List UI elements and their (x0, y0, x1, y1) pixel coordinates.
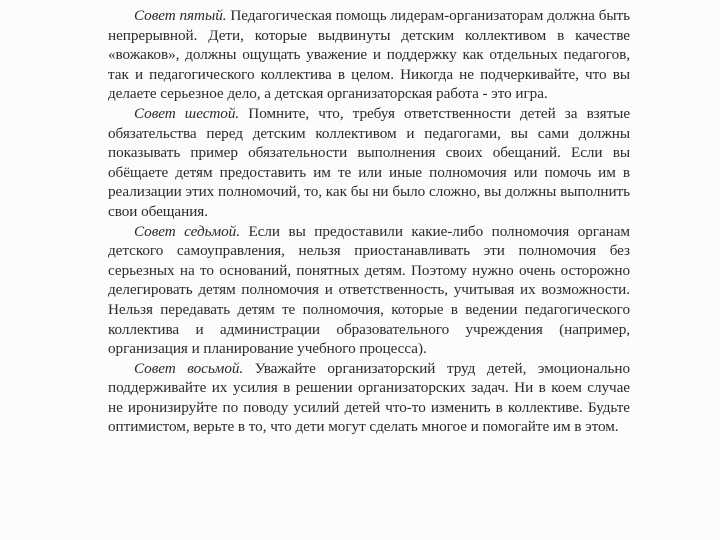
advice-heading: Совет восьмой. (134, 359, 244, 377)
advice-paragraph-8 (108, 359, 630, 437)
document-text-block (108, 6, 630, 437)
advice-paragraph-7 (108, 222, 630, 359)
advice-heading: Совет седьмой. (134, 222, 240, 240)
advice-paragraph-6 (108, 104, 630, 222)
advice-body: Если вы предоставили какие-либо полномочия органам детского самоуправления, нельзя приостанавливать эти полномочия без серьезных на то оснований, понятных детям. Поэтому нужно очень осторожно делегировать детям полномочия и ответственность, учитывая их возможности. Нельзя передавать детям те полномочия, которые в ведении педагогического коллектива и администрации образовательного учреждения (например, организация и планирование учебного процесса). (108, 222, 630, 358)
advice-paragraph-5 (108, 6, 630, 104)
advice-body: Уважайте организаторский труд детей, эмоционально поддерживайте их усилия в решении организаторских задач. Ни в коем случае не иронизируйте по поводу усилий детей что-то изменить в коллективе. Будьте оптимистом, верьте в то, что дети могут сделать многое и помогайте им в этом. (108, 359, 630, 436)
advice-heading: Совет шестой. (134, 104, 240, 122)
advice-body: Помните, что, требуя ответственности детей за взятые обязательства перед детским коллективом и педагогами, вы сами должны показывать пример обязательности выполнения своих обещаний. Если вы обёщаете детям предоставить им те или иные полномочия или помочь им в реализации этих полномочий, то, как бы ни было сложно, вы должны выполнить свои обещания. (108, 104, 631, 220)
advice-body: Педагогическая помощь лидерам-организаторам должна быть непрерывной. Дети, которые выдвинуты детским коллективом в качестве «вожаков», должны ощущать уважение и поддержку как отдельных педагогов, так и педагогического коллектива в целом. Никогда не подчеркивайте, что вы делаете серьезное дело, а детская организаторская работа - это игра. (108, 7, 630, 103)
advice-heading: Совет пятый. (134, 7, 227, 24)
